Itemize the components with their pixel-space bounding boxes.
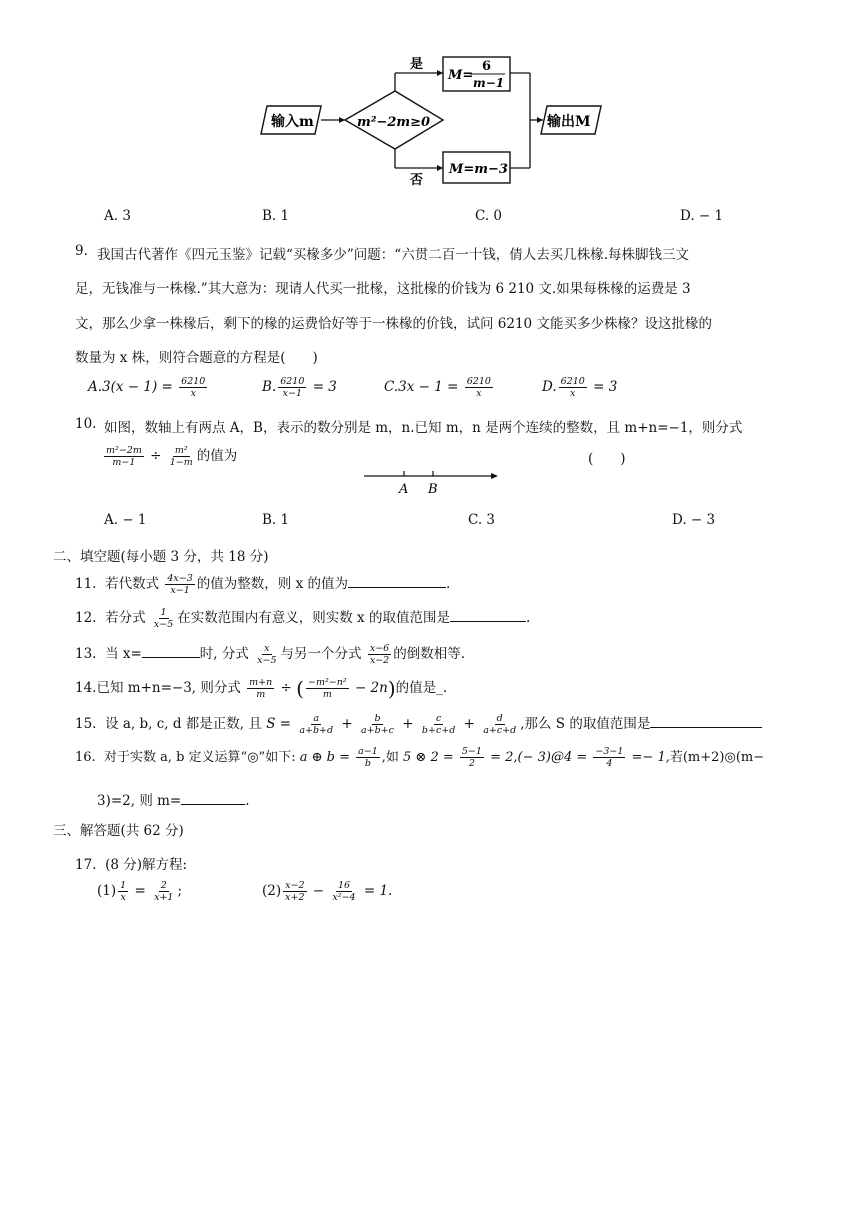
q9-option-c: C.3x − 1 = $\frac{6210}{x}$ — [384, 376, 491, 399]
q9-line1: 我国古代著作《四元玉鉴》记载“买椽多少”问题：“六贯二百一十钱，倩人去买几株椽.每株脚钱三文 — [97, 247, 689, 263]
q12-answer-blank[interactable] — [450, 607, 526, 622]
q9-line2: 足，无钱准与一株椽.”其大意为：现请人代买一批椽，这批椽的价钱为 6 210 文.如果每株椽的运费是 3 — [75, 281, 691, 297]
yes-box-num: 6 — [482, 59, 492, 74]
q16-line1: 16. 对于实数 a, b 定义运算“◎”如下: a ⊕ b = $\frac{a-1}{b}$ ,如 5 ⊗ 2 = $\frac{5-1}{2}$ = 2,(− 3)@4 = $\frac{-3-1}{4}$ =− 1,若(m+2)◎(m− — [75, 746, 765, 769]
point-a-label: A — [399, 482, 409, 496]
q17-title: 17. (8 分)解方程: — [75, 857, 188, 873]
q10-fraction-expr: $\frac{\text{m²−2m}}{m-1}$ ÷ $\frac{\text{m²}}{1-m}$ 的值为 — [106, 445, 238, 468]
output-label: 输出M — [547, 114, 591, 130]
q9-option-a: A.3(x − 1) = $\frac{6210}{x}$ — [88, 376, 206, 399]
q10-line1: 如图，数轴上有两点 A，B，表示的数分别是 m，n.已知 m，n 是两个连续的整数，且 m+n=−1，则分式 — [104, 420, 743, 436]
q9-line4: 数量为 x 株，则符合题意的方程是( ) — [75, 350, 318, 366]
point-b-label: B — [428, 482, 438, 496]
input-label: 输入m — [271, 114, 314, 130]
q10-answer-paren: ( ) — [588, 451, 626, 467]
q13-answer-blank[interactable] — [142, 643, 200, 658]
section3-title: 三、解答题(共 62 分) — [53, 823, 184, 839]
q10-option-a: A. − 1 — [104, 512, 147, 528]
number-line — [362, 466, 502, 496]
q16-answer-blank[interactable] — [181, 790, 245, 805]
section2-title: 二、填空题(每小题 3 分，共 18 分) — [53, 549, 269, 565]
yes-label: 是 — [410, 57, 424, 72]
q9-option-d: D. $\frac{6210}{x}$ = 3 — [542, 376, 618, 399]
flowchart — [255, 50, 615, 190]
q16-line2: 3)=2, 则 m= . — [97, 789, 250, 809]
condition-label: m²−2m≥0 — [357, 115, 431, 130]
q17-part1: (1) $\frac{1}{x}$ = $\frac{2}{x+1}$ ; — [97, 880, 183, 903]
q12: 12. 若分式 $\frac{1}{x-5}$ 在实数范围内有意义，则实数 x 的取值范围是 . — [75, 607, 531, 630]
q8-option-c: C. 0 — [475, 208, 503, 224]
q11: 11. 若代数式 $\frac{4x-3}{x-1}$ 的值为整数，则 x 的值为 . — [75, 573, 451, 596]
q10-number: 10. — [75, 416, 97, 432]
q8-option-b: B. 1 — [262, 208, 290, 224]
q8-option-d: D. − 1 — [680, 208, 724, 224]
q17-part2: (2) $\frac{x-2}{x+2}$ − $\frac{16}{\text{x²−4}}$ = 1. — [262, 880, 393, 903]
yes-box-den: m−1 — [473, 76, 505, 90]
q10-option-b: B. 1 — [262, 512, 290, 528]
q10-option-d: D. − 3 — [672, 512, 716, 528]
q11-answer-blank[interactable] — [348, 573, 446, 588]
no-label: 否 — [410, 173, 424, 188]
q15-answer-blank[interactable] — [650, 713, 762, 728]
q15: 15. 设 a, b, c, d 都是正数, 且 S = $\frac{a}{a+b+d}$ + $\frac{b}{a+b+c}$ + $\frac{c}{b+c+d}$ + $\frac{d}{a+c+d}$ ,那么 S 的取值范围是 — [75, 712, 762, 736]
q9-line3: 文，那么少拿一株椽后，剩下的椽的运费恰好等于一株椽的价钱，试问 6210 文能买多少株椽？设这批椽的 — [75, 316, 712, 332]
yes-box-prefix: M= — [448, 68, 474, 83]
q13: 13. 当 x= 时, 分式 $\frac{x}{x-5}$ 与另一个分式 $\frac{x-6}{x-2}$ 的倒数相等. — [75, 643, 466, 666]
q8-option-a: A. 3 — [104, 208, 131, 224]
no-box-label: M=m−3 — [449, 162, 508, 177]
q9-option-b: B. $\frac{6210}{x-1}$ = 3 — [262, 376, 337, 399]
q14: 14.已知 m+n=−3, 则分式 $\frac{m+n}{m}$ ÷ ( $\frac{\text{−m²−n²}}{m}$ − 2n)的值是_. — [75, 676, 448, 701]
q10-option-c: C. 3 — [468, 512, 496, 528]
q9-number: 9. — [75, 243, 88, 259]
